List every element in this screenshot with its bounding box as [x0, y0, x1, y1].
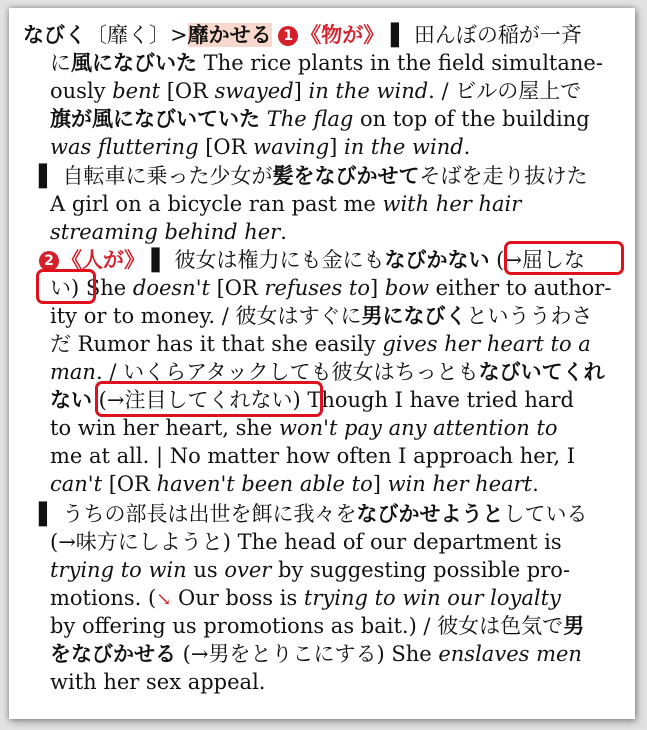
text-segment: on top of the building [353, 107, 590, 131]
headword-kanji: 〔靡く〕 [86, 23, 170, 47]
sense-label-2: 《人が》 [61, 248, 145, 272]
text-segment: ない [50, 388, 92, 412]
text-segment: doesn't [132, 276, 210, 300]
text-segment: man [50, 360, 96, 384]
text-segment: ously [50, 79, 113, 103]
text-segment: (→男をとりこにする) She [176, 642, 439, 666]
example-line [50, 471, 539, 498]
text-segment: なびいてくれ [478, 360, 605, 384]
example-line [50, 669, 265, 696]
sense-number-1: 1 [278, 26, 298, 46]
text-segment: 髪をなびかせて [272, 164, 420, 188]
example-line [50, 78, 581, 105]
text-segment: motions. ( [50, 586, 157, 610]
text-segment: だ Rumor has it that she easily [50, 332, 383, 356]
text-segment: い) She [50, 276, 133, 300]
text-segment: なびかない [384, 248, 490, 272]
example-line [50, 303, 593, 330]
text-segment: was fluttering [50, 135, 199, 159]
text-segment: 男になびく [361, 304, 467, 328]
sense-number-2: 2 [39, 251, 59, 271]
text-segment: ▌ 彼女は権力にも金にも [145, 248, 385, 272]
text-segment: trying to win [50, 558, 187, 582]
sense-label-1: 《物が》 [300, 23, 385, 47]
text-segment: . [463, 135, 471, 159]
text-segment: Our boss is [171, 586, 304, 610]
example-line [407, 23, 582, 47]
example-line [50, 191, 521, 218]
example-line [50, 106, 590, 133]
text-segment: 風になびいた [71, 51, 197, 75]
text-segment: ▌ [39, 502, 63, 526]
text-segment: win her heart [387, 472, 533, 496]
text-segment: won't pay any attention to [279, 416, 558, 440]
text-segment: by suggesting possible pro- [271, 558, 571, 582]
example-line [50, 134, 470, 161]
text-segment: [OR [198, 135, 254, 159]
text-segment: streaming behind her [50, 220, 281, 244]
text-segment: 田んぼの稲が一斉 [407, 23, 582, 47]
example-line [39, 501, 587, 528]
text-segment: うちの部長は出世を餌に我々を [62, 502, 357, 526]
text-segment: bow [384, 276, 429, 300]
highlight-box-kusshinai-top [504, 241, 624, 275]
example-line [50, 219, 287, 246]
example-line [50, 50, 603, 77]
text-segment: [OR [209, 276, 265, 300]
text-segment: trying to win our loyalty [303, 586, 561, 610]
highlight-box-chuumoku [95, 381, 323, 417]
text-segment: . [280, 220, 287, 244]
text-segment: ] [370, 276, 385, 300]
text-segment: (→味方にしようと) The head of our department is [50, 530, 562, 554]
text-segment: なびかせようと [356, 502, 504, 526]
text-segment: us [186, 558, 225, 582]
text-segment: with her sex appeal. [50, 670, 266, 694]
example-line [50, 641, 582, 668]
text-segment: ity or to money. / 彼女はすぐに [50, 304, 362, 328]
text-segment: swayed [214, 79, 294, 103]
text-segment: A girl on a bicycle ran past me [50, 192, 383, 216]
headword-line [23, 22, 582, 49]
text-segment: している [503, 502, 588, 526]
text-segment: to win her heart, she [50, 416, 280, 440]
example-line [50, 331, 591, 358]
text-segment: haven't been able to [156, 472, 373, 496]
text-segment: The flag [266, 107, 354, 131]
causative-arrow: > [170, 23, 188, 47]
example-line [50, 557, 570, 584]
headword: なびく [23, 23, 86, 47]
text-segment: me at all. | No matter how often I approach her, I [50, 444, 576, 468]
example-line [50, 415, 558, 442]
text-segment: をなびかせる [50, 642, 176, 666]
causative-form: 靡かせる [187, 23, 272, 47]
text-segment: in the wind [308, 79, 429, 103]
text-segment: bent [112, 79, 161, 103]
text-segment: either to author- [428, 276, 612, 300]
text-segment: can't [50, 472, 103, 496]
text-segment: with her hair [382, 192, 522, 216]
example-line [39, 163, 587, 190]
text-segment: [OR [160, 79, 215, 103]
text-segment: The rice plants in the field simultane- [197, 51, 603, 75]
text-segment: . [532, 472, 539, 496]
text-segment: ] [372, 472, 388, 496]
text-segment: over [224, 558, 272, 582]
text-segment: ] [293, 79, 309, 103]
text-segment: (→屈しな [489, 248, 585, 272]
example-line [50, 613, 584, 640]
example-bullet: ▌ [390, 23, 408, 47]
text-segment: ▌ [39, 164, 63, 188]
text-segment: に [50, 51, 71, 75]
text-segment [260, 107, 267, 131]
text-segment: そばを走り抜けた [419, 164, 588, 188]
highlight-box-kusshinai-bottom [36, 269, 96, 304]
text-segment: by offering us promotions as bait.) / 彼女は色気で [50, 614, 564, 638]
text-segment: enslaves men [438, 642, 582, 666]
example-line [50, 275, 611, 302]
example-line [50, 585, 561, 613]
example-line [50, 529, 562, 556]
text-segment: ] [329, 135, 345, 159]
text-segment: 自転車に乗った少女が [62, 164, 273, 188]
text-segment: gives her heart to a [382, 332, 591, 356]
text-segment: refuses to [264, 276, 371, 300]
text-segment: . / ビルの屋上で [428, 79, 582, 103]
text-segment: (→注目してくれない) Though I have tried hard [92, 388, 574, 412]
text-segment: waving [253, 135, 330, 159]
text-segment: 男 [563, 614, 585, 638]
dictionary-page [9, 8, 635, 719]
text-segment: . / いくらアタックしても彼女はちっとも [95, 360, 479, 384]
text-segment: [OR [102, 472, 157, 496]
text-segment: 旗が風になびいていた [50, 107, 260, 131]
example-line [50, 443, 575, 470]
text-segment: ↘ [156, 589, 172, 610]
text-segment: in the wind [344, 135, 464, 159]
text-segment: といううわさ [466, 304, 593, 328]
